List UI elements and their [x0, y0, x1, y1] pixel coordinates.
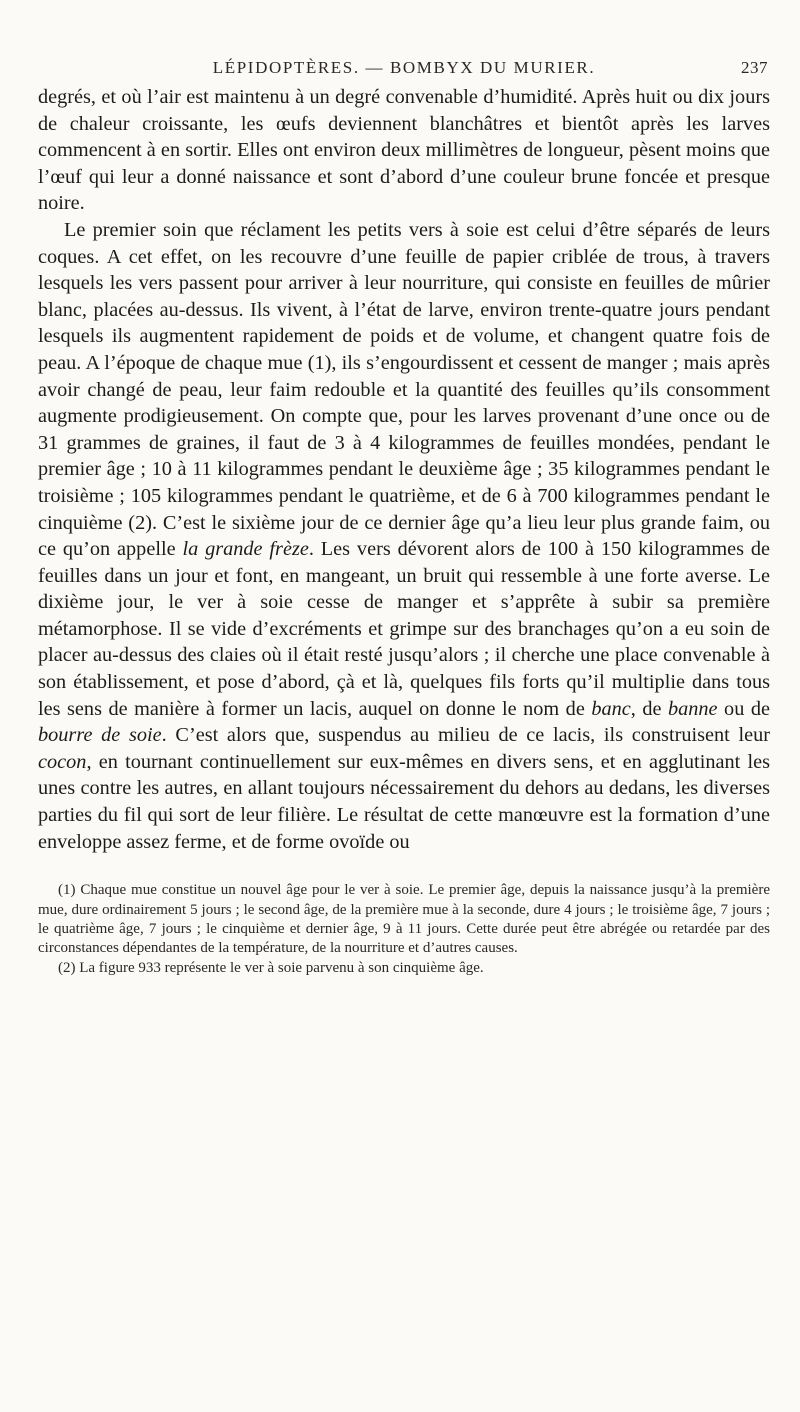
running-head	[38, 50, 770, 86]
paragraph-2-text-b: . Les vers dévorent alors de 100 à 150 kilogrammes de feuilles dans un jour et font, en mangeant, un bruit qui ressemble à une forte averse. Le dixième jour, le ver à soie cesse de manger et s’apprête à subir sa première métamorphose. Il se vide d’excréments et grimpe sur des branchages qu’on a eu soin de placer au-dessus des claies où il était resté jusqu’alors ; il cherche une place convenable à son établissement, et pose d’abord, çà et là, quelques fils forts qu’il multiplie dans tous les sens de manière à former un lacis, auquel on donne le nom de	[38, 538, 771, 720]
footnotes	[38, 881, 770, 978]
running-title: LÉPIDOPTÈRES. — BOMBYX DU MURIER.	[212, 58, 596, 77]
paragraph-2-text-d: ou de	[717, 697, 770, 720]
paragraph-2-italic-banc: banc	[591, 697, 631, 720]
paragraph-2-italic-banne: banne	[667, 697, 718, 720]
paragraph-2-text-c: , de	[630, 697, 668, 720]
paragraph-2-text-e: . C’est alors que, suspendus au milieu de ce lacis, ils construisent leur	[161, 724, 770, 747]
paragraph-2-italic-grande-freze: la grande frèze	[182, 538, 309, 561]
paragraph-1: degrés, et où l’air est maintenu à un degré convenable d’humidité. Après huit ou dix jours de chaleur croissante, les œufs deviennent blanchâtres et bientôt après les larves commencent à en sortir. Elles ont environ deux millimètres de longueur, pèsent moins que l’œuf qui leur a donné naissance et sont d’abord d’une couleur brune foncée et presque noire.	[38, 86, 770, 215]
paragraph-2-text-f: , en tournant continuellement sur eux-mêmes en divers sens, et en agglutinant les unes contre les autres, en allant toujours nécessairement du dehors au dedans, les diverses parties du fil qui sort de leur filière. Le résultat de cette manœuvre est la formation d’une enveloppe assez ferme, et de forme ovoïde ou	[38, 750, 770, 853]
paragraph-2-italic-cocon: cocon	[38, 750, 87, 773]
paragraph-2	[38, 217, 770, 855]
page-number: 237	[741, 58, 768, 77]
paragraph-2-text-a: Le premier soin que réclament les petits vers à soie est celui d’être séparés de leurs coques. A cet effet, on les recouvre d’une feuille de papier criblée de trous, à travers lesquels les vers passent pour arriver à leur nourriture, qui consiste en feuilles de mûrier blanc, placées au-dessus. Ils vivent, à l’état de larve, environ trente-quatre jours pendant lesquels ils augmentent rapidement de poids et de volume, et changent quatre fois de peau. A l’époque de chaque mue (1), ils s’engourdissent et cessent de manger ; mais après avoir changé de peau, leur faim redouble et la quantité des feuilles qu’ils consomment augmente prodigieusement. On compte que, pour les larves provenant d’une once ou de 31 grammes de graines, il faut de 3 à 4 kilogrammes de feuilles mondées, pendant le premier âge ; 10 à 11 kilogrammes pendant le deuxième âge ; 35 kilogrammes pendant le troisième ; 105 kilogrammes pendant le quatrième, et de 6 à 700 kilogrammes pendant le cinquième (2). C’est le sixième jour de ce dernier âge qu’a lieu leur plus grande faim, ou ce qu’on appelle	[38, 218, 770, 561]
paragraph-2-italic-bourre-de-soie: bourre de soie	[38, 724, 162, 747]
footnote-2: (2) La figure 933 représente le ver à soie parvenu à son cinquième âge.	[58, 959, 484, 976]
main-text	[38, 84, 770, 855]
footnote-1: (1) Chaque mue constitue un nouvel âge pour le ver à soie. Le premier âge, depuis la naissance jusqu’à la première mue, dure ordinairement 5 jours ; le second âge, de la première mue à la seconde, dure 4 jours ; le troisième âge, 7 jours ; le quatrième âge, 7 jours ; le cinquième et dernier âge, 9 à 11 jours. Cette durée peut être abrégée ou retardée par des circonstances dépendantes de la température, de la nourriture et d’autres causes.	[38, 882, 770, 957]
